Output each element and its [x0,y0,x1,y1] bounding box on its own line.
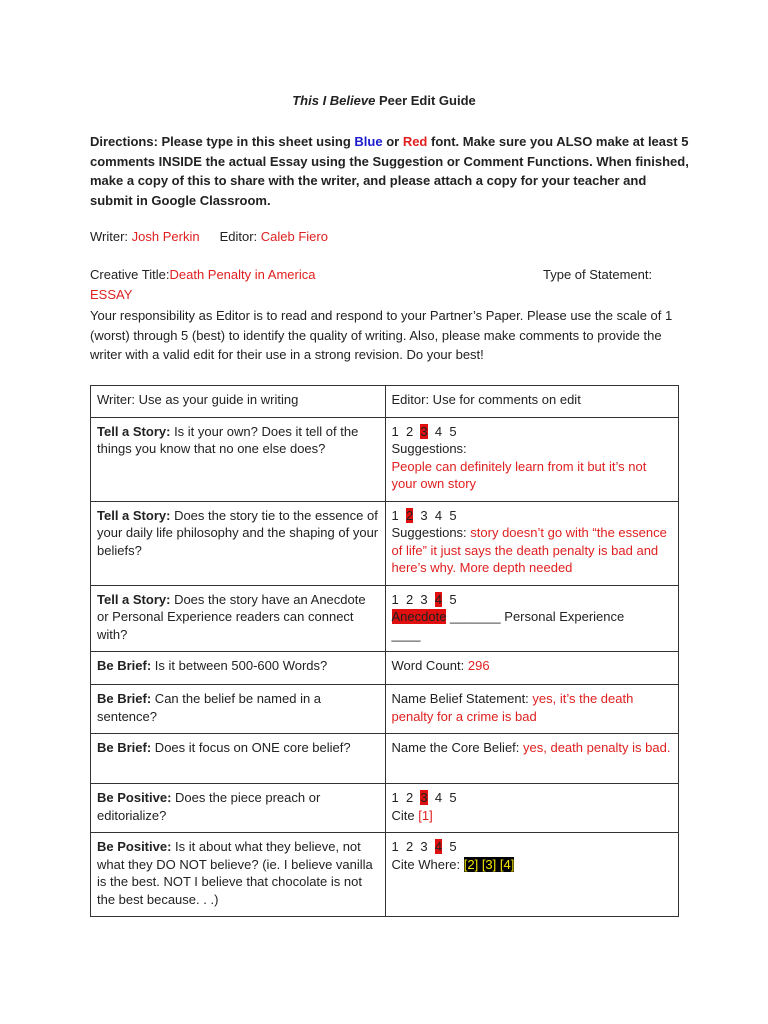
criteria-text: Does the story tie to the essence of your daily life philosophy and the shaping of your beliefs? [97,507,379,558]
criteria-heading: Tell a Story: [97,591,171,607]
writer-editor-line [90,229,328,244]
table-row [91,585,679,652]
criteria-heading: Be Positive: [97,790,172,805]
editor-name: Caleb Fiero [260,229,328,244]
comment-cell [385,685,679,734]
criteria-cell [91,652,386,685]
rating-scale: 4 5 [427,423,457,439]
directions-blue-word: Blue [354,134,383,149]
suggestions-label: Suggestions: [391,525,471,540]
rating-scale: 1 2 [391,790,421,805]
title-italic: This I Believe [292,93,376,108]
rating-selected: 2 [405,507,414,523]
criteria-text: Does the story have an Anecdote or Personal Experience readers can connect with? [97,591,366,642]
document-title [0,93,768,108]
rating-scale: 1 2 3 [391,591,435,607]
criteria-cell [91,585,386,652]
directions-text-3: font. Make sure you ALSO make at least 5 comments INSIDE the actual Essay using the Suggestion or Comment Functions. When finished, make a copy of this to share with the writer, and please attach a copy for your teacher and submit in Google Classroom. [90,134,689,208]
writer-name: Josh Perkin [131,229,200,244]
directions-red-word: Red [402,134,428,149]
editor-label: Editor: [219,229,261,244]
rating-scale: 4 5 [427,790,457,805]
cite-value: [1] [418,807,433,823]
belief-statement-label: Name Belief Statement: [391,691,533,706]
creative-title-label: Creative Title: [90,267,170,282]
table-row [91,833,679,917]
criteria-cell [91,685,386,734]
criteria-cell [91,501,386,585]
criteria-cell [91,833,386,917]
cite-where-label: Cite Where: [391,856,464,872]
table-row [91,652,679,685]
comment-cell [385,585,679,652]
core-belief-label: Name the Core Belief: [391,740,524,755]
criteria-heading: Be Brief: [97,691,152,706]
directions [90,132,690,210]
title-rest: Peer Edit Guide [375,93,476,108]
table-row [91,501,679,585]
rating-scale: 5 [442,591,457,607]
word-count-label: Word Count: [391,658,468,673]
criteria-cell [91,784,386,833]
criteria-text: Does the piece preach or editorialize? [97,790,321,823]
criteria-heading: Tell a Story: [97,507,171,523]
criteria-cell [91,734,386,784]
criteria-text: Is it between 500-600 Words? [151,658,328,673]
cite-label: Cite [391,807,419,823]
criteria-heading: Be Brief: [97,658,152,673]
comment-cell [385,784,679,833]
criteria-text: Can the belief be named in a sentence? [97,691,322,724]
core-belief-value: yes, death penalty is bad. [523,740,671,755]
peer-edit-table [90,385,679,917]
word-count-value: 296 [467,658,490,673]
criteria-heading: Be Positive: [97,839,172,854]
type-of-statement-value: ESSAY [90,287,133,302]
header-right: Editor: Use for comments on edit [385,386,679,418]
belief-statement-value: yes, it’s the death penalty for a crime is bad [391,691,634,724]
creative-title-value: Death Penalty in America [169,267,316,282]
rating-scale: 1 2 3 [391,839,435,854]
rating-selected: 3 [420,790,428,805]
anecdote-highlight: Anecdote [391,609,447,624]
table-row [91,685,679,734]
rating-scale: 3 4 5 [413,507,457,523]
criteria-cell [91,417,386,501]
header-left: Writer: Use as your guide in writing [91,386,386,418]
writer-label: Writer: [90,229,132,244]
cite-where-value: [2] [3] [4] [463,856,515,872]
comment-cell [385,734,679,784]
blank-line: ____ [391,626,421,642]
criteria-heading: Tell a Story: [97,423,171,439]
rating-selected: 4 [434,591,443,607]
responsibility-paragraph: Your responsibility as Editor is to read and respond to your Partner’s Paper. Please use the scale of 1 (worst) through 5 (best) to identify the quality of writing. Also, please make comments to provide the writer with a valid edit for their use in a strong revision. Do your best! [90,308,673,362]
table-row [91,734,679,784]
comment-cell [385,652,679,685]
criteria-text: Is it about what they believe, not what they DO NOT believe? (ie. I believe vanilla is the best. NOT I believe that chocolate is not the best because. . .) [97,839,373,907]
editor-comment: story doesn’t go with “the essence of life” it just says the death penalty is bad and here’s why. More depth needed [391,525,667,575]
criteria-text: Is it your own? Does it tell of the things you know that no one else does? [97,423,359,456]
rating-selected: 4 [434,839,443,854]
editor-comment: People can definitely learn from it but it’s not your own story [391,458,647,491]
comment-cell [385,501,679,585]
directions-text-1: Directions: Please type in this sheet using [90,134,355,149]
suggestions-label: Suggestions: [391,441,467,456]
rating-scale: 1 2 [391,423,421,439]
table-row [91,784,679,833]
table-header-row [91,386,679,418]
rating-selected: 3 [420,423,428,439]
comment-cell [385,833,679,917]
comment-cell [385,417,679,501]
criteria-text: Does it focus on ONE core belief? [151,740,351,755]
creative-title-line [90,267,315,282]
personal-experience-text: _______ Personal Experience [446,609,625,624]
type-of-statement-label: Type of Statement: [543,267,653,282]
table-row [91,417,679,501]
criteria-heading: Be Brief: [97,740,152,755]
directions-text-2: or [382,134,403,149]
rating-scale: 1 [391,507,406,523]
rating-scale: 5 [442,839,457,854]
